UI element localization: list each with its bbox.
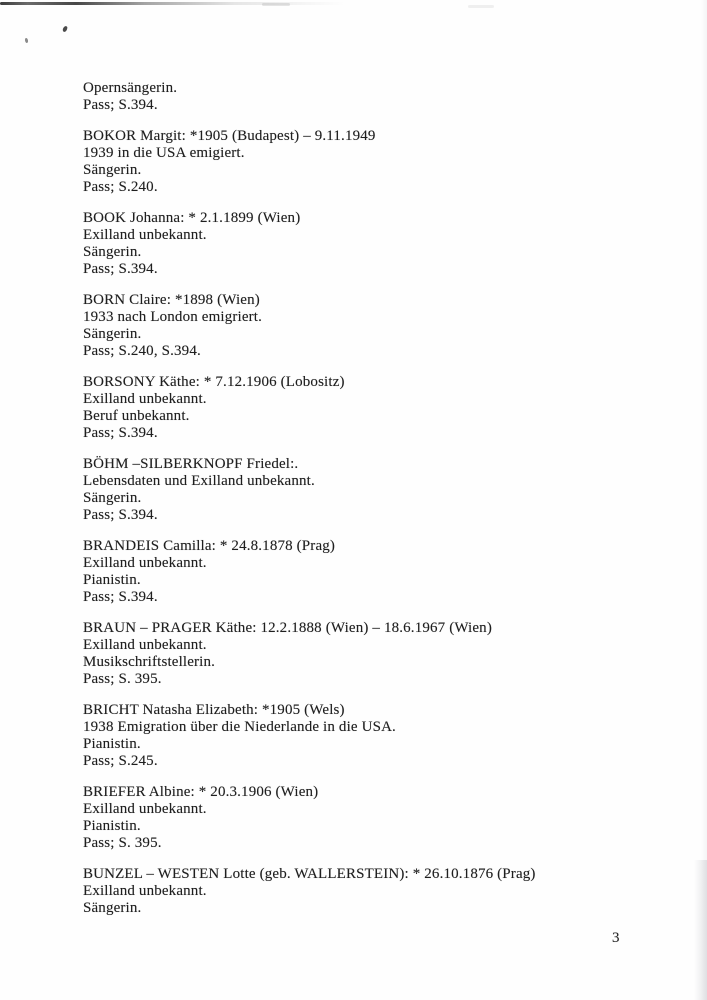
entry-line: Pass; S.394. bbox=[83, 589, 158, 605]
entry-line: Exilland unbekannt. bbox=[83, 555, 207, 571]
scan-artifact-speck bbox=[62, 26, 68, 33]
entry-line: Pass; S. 395. bbox=[83, 835, 162, 851]
entry-line: Sängerin. bbox=[83, 162, 142, 178]
entry-born bbox=[83, 292, 643, 360]
entry-line: Pass; S.240, S.394. bbox=[83, 343, 201, 359]
entry-line: Pass; S.394. bbox=[83, 425, 158, 441]
entry-bunzel-westen bbox=[83, 866, 643, 917]
entry-bokor bbox=[83, 128, 643, 196]
entry-line: Exilland unbekannt. bbox=[83, 801, 207, 817]
entry-line: BORN Claire: *1898 (Wien) bbox=[83, 292, 260, 308]
entry-line: BUNZEL – WESTEN Lotte (geb. WALLERSTEIN): * 26.10.1876 (Prag) bbox=[83, 866, 536, 882]
entry-line: Pianistin. bbox=[83, 818, 141, 834]
entry-line: 1933 nach London emigriert. bbox=[83, 309, 263, 325]
entry-braun-prager bbox=[83, 620, 643, 688]
entry-line: Exilland unbekannt. bbox=[83, 391, 207, 407]
entry-line: Sängerin. bbox=[83, 490, 142, 506]
entry-line: Sängerin. bbox=[83, 900, 142, 916]
entry-line: BRANDEIS Camilla: * 24.8.1878 (Prag) bbox=[83, 538, 336, 554]
scan-artifact-right-tint bbox=[701, 0, 707, 1000]
entry-brandeis bbox=[83, 538, 643, 606]
page-number: 3 bbox=[612, 930, 620, 946]
entry-line: Sängerin. bbox=[83, 244, 142, 260]
entry-line: Pianistin. bbox=[83, 572, 141, 588]
scan-artifact-smudge bbox=[262, 3, 290, 6]
entry-line: Pass; S.394. bbox=[83, 507, 158, 523]
entry-line: BÖHM –SILBERKNOPF Friedel:. bbox=[83, 456, 299, 472]
entry-line: Pass; S.240. bbox=[83, 179, 158, 195]
entry-line: Beruf unbekannt. bbox=[83, 408, 190, 424]
entry-line: Lebensdaten und Exilland unbekannt. bbox=[83, 473, 315, 489]
entry-line: BOOK Johanna: * 2.1.1899 (Wien) bbox=[83, 210, 301, 226]
entry-line: Pass; S. 395. bbox=[83, 671, 162, 687]
entry-list bbox=[83, 80, 643, 917]
entry-line: Musikschriftstellerin. bbox=[83, 654, 216, 670]
entry-line: Exilland unbekannt. bbox=[83, 637, 207, 653]
entry-line: BRAUN – PRAGER Käthe: 12.2.1888 (Wien) – 18.6.1967 (Wien) bbox=[83, 620, 492, 636]
entry-line: Exilland unbekannt. bbox=[83, 227, 207, 243]
entry-line: Sängerin. bbox=[83, 326, 142, 342]
entry-line: BOKOR Margit: *1905 (Budapest) – 9.11.1949 bbox=[83, 128, 376, 144]
entry-line: Pass; S.394. bbox=[83, 261, 158, 277]
entry-line: BRIEFER Albine: * 20.3.1906 (Wien) bbox=[83, 784, 319, 800]
entry-briefer bbox=[83, 784, 643, 852]
continuation-entry bbox=[83, 80, 643, 114]
scan-artifact-smudge bbox=[468, 5, 494, 8]
entry-line: Pass; S.394. bbox=[83, 97, 158, 113]
entry-line: 1939 in die USA emigiert. bbox=[83, 145, 245, 161]
entry-line: BORSONY Käthe: * 7.12.1906 (Lobositz) bbox=[83, 374, 345, 390]
entry-line: Pass; S.245. bbox=[83, 753, 158, 769]
entry-line: 1938 Emigration über die Niederlande in die USA. bbox=[83, 719, 396, 735]
entry-line: BRICHT Natasha Elizabeth: *1905 (Wels) bbox=[83, 702, 345, 718]
entry-line: Exilland unbekannt. bbox=[83, 883, 207, 899]
entry-line: Opernsängerin. bbox=[83, 80, 178, 96]
entry-borsony bbox=[83, 374, 643, 442]
entry-book bbox=[83, 210, 643, 278]
entry-boehm-silberknopf bbox=[83, 456, 643, 524]
scan-artifact-top-line bbox=[0, 2, 345, 5]
entry-line: Pianistin. bbox=[83, 736, 141, 752]
scan-artifact-speck bbox=[25, 38, 29, 44]
entry-bricht bbox=[83, 702, 643, 770]
